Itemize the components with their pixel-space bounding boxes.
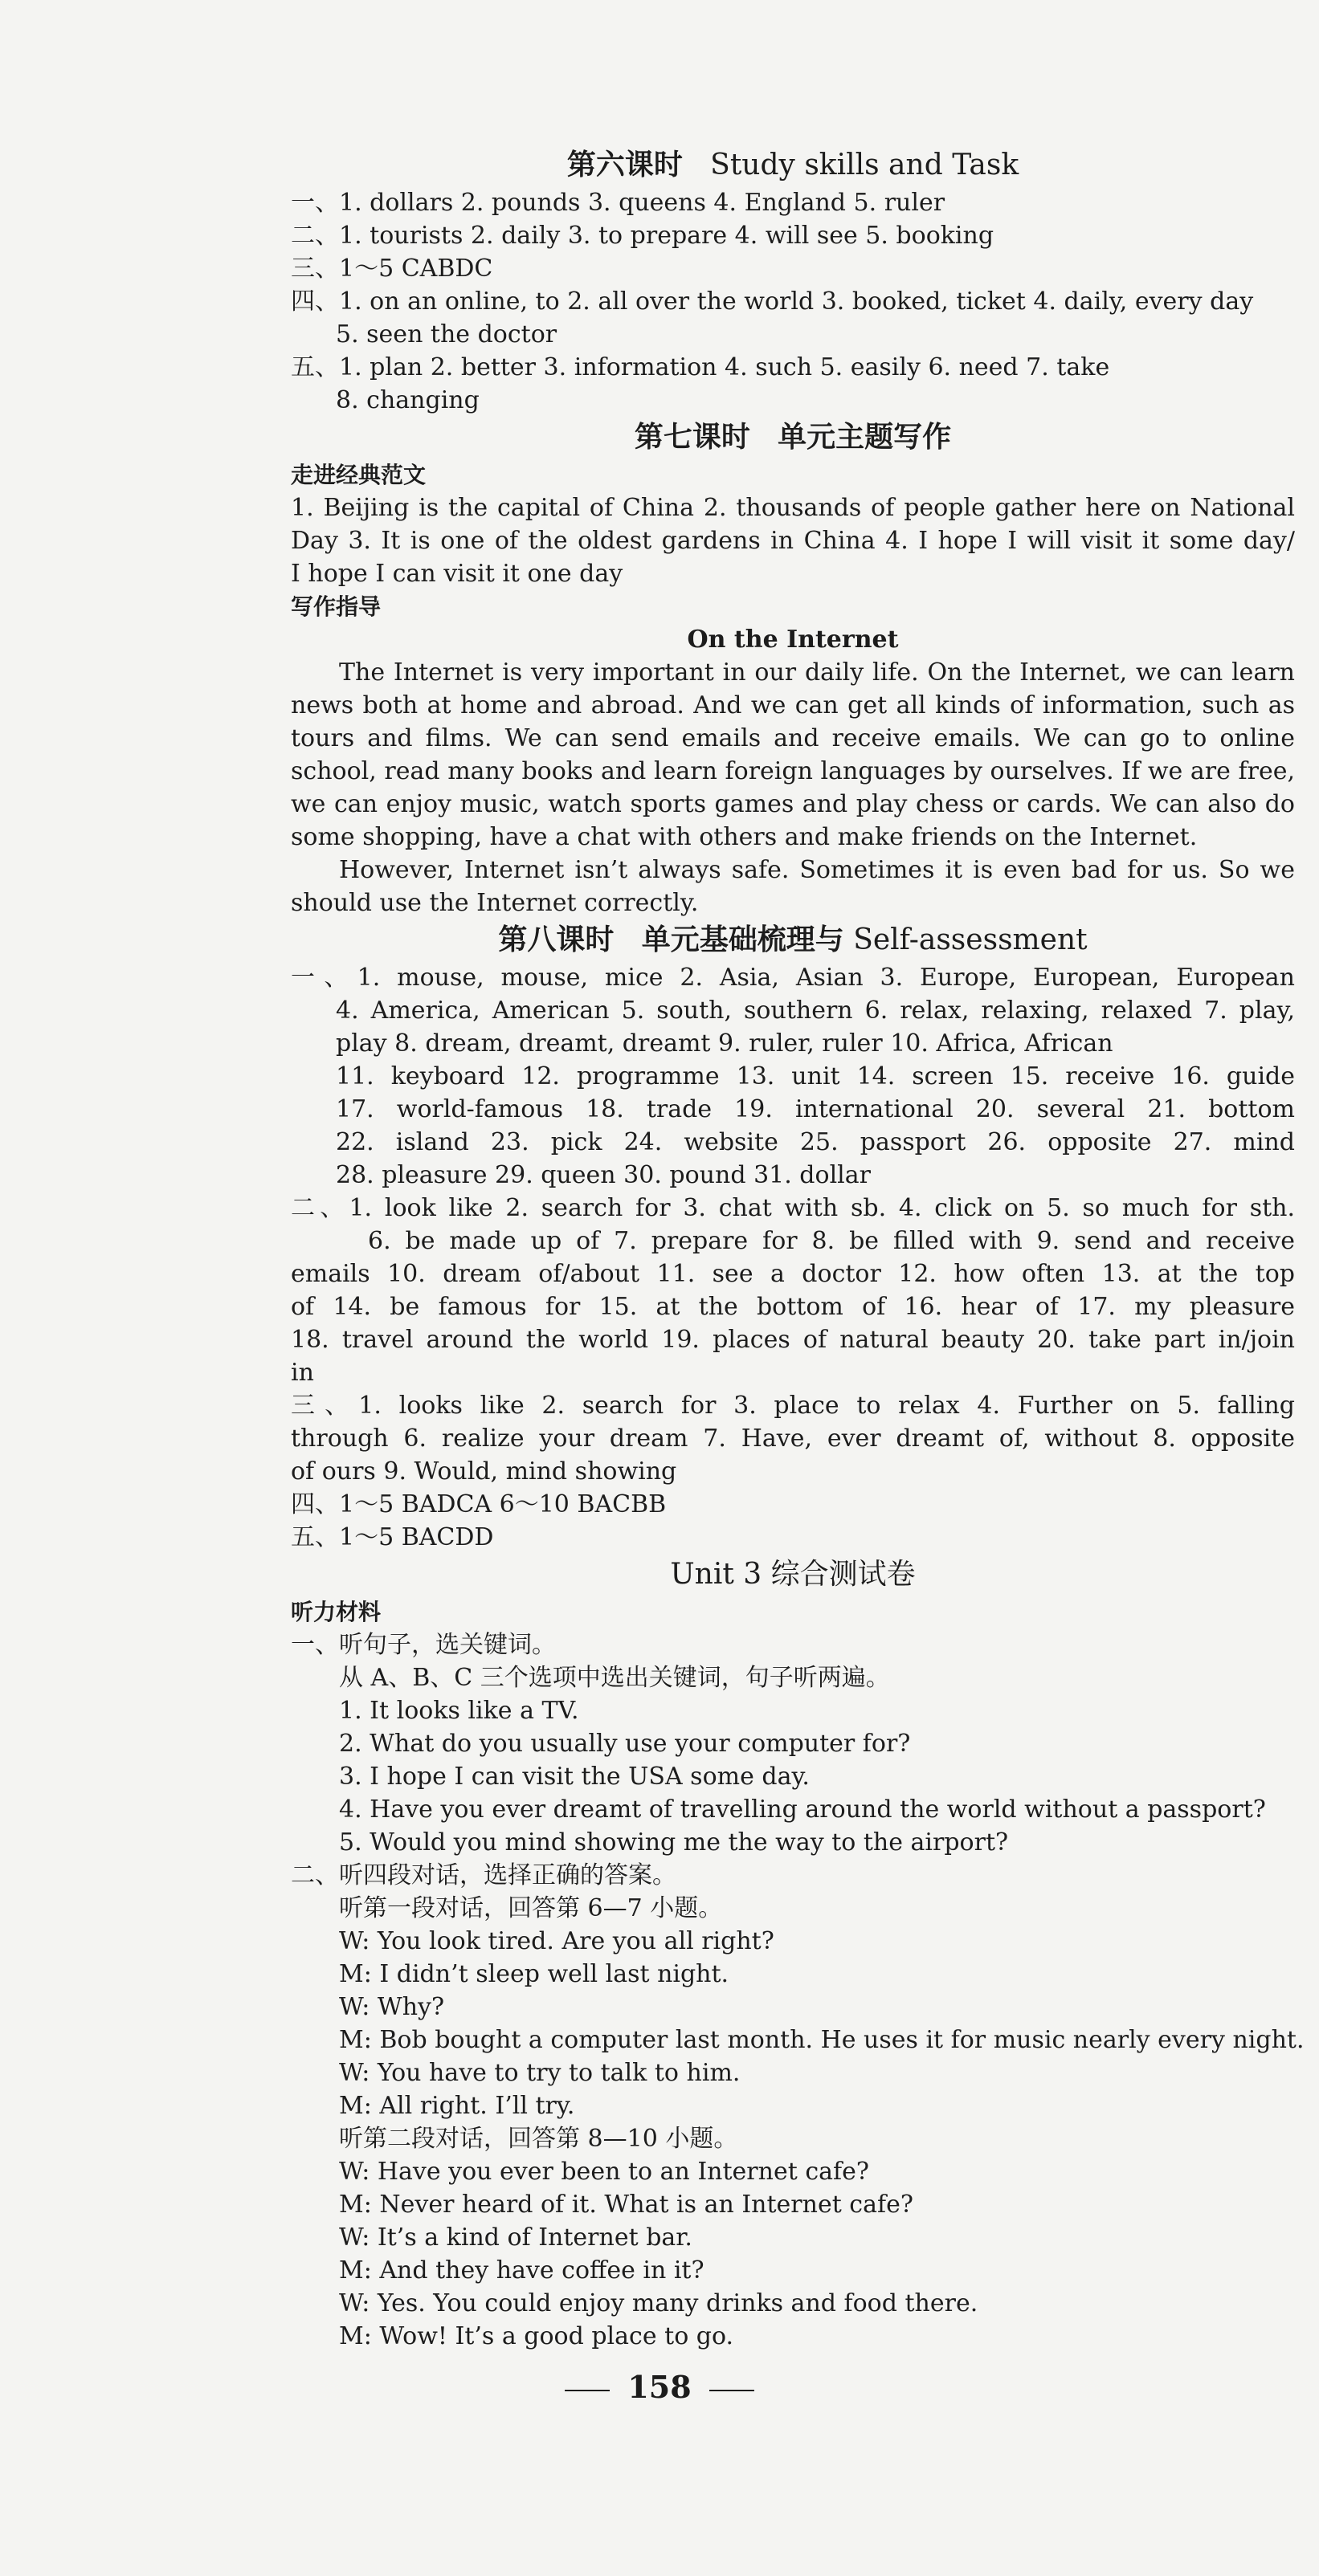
essay-line: should use the Internet correctly. [291,889,699,917]
lesson8-q1-line: 一、1. mouse, mouse, mice 2. Asia, Asian 3. Europe, European, European [291,964,1295,992]
sentence-item: 5. Would you mind showing me the way to the airport? [339,1828,1009,1857]
lesson6-q5-cont: 8. changing [336,386,480,414]
lesson8-q1-line: 22. island 23. pick 24. website 25. passport 26. opposite 27. mind [336,1128,1295,1156]
listening-label: 听力材料 [291,1599,382,1625]
page-number-dash-right [709,2390,754,2391]
sentence-item: 1. It looks like a TV. [339,1697,579,1725]
dialog-line: M: All right. I’ll try. [339,2092,575,2120]
dialog-line: M: Bob bought a computer last month. He uses it for music nearly every night. [339,2026,1305,2054]
dialog-line: M: Wow! It’s a good place to go. [339,2322,734,2350]
lesson6-heading: 第六课时 Study skills and Task [566,149,1019,181]
lesson8-heading: 第八课时 单元基础梳理与 Self-assessment [498,923,1088,956]
dialog-line: W: Have you ever been to an Internet cafe? [339,2158,869,2186]
lesson8-q3-line: through 6. realize your dream 7. Have, ever dreamt of, without 8. opposite [291,1425,1295,1453]
dialog2-title: 听第二段对话，回答第 8—10 小题。 [339,2125,738,2153]
lesson8-q1-line: 28. pleasure 29. queen 30. pound 31. dollar [336,1161,871,1189]
lesson6-q1: 一、1. dollars 2. pounds 3. queens 4. England 5. ruler [291,189,945,217]
dialog-line: M: And they have coffee in it? [339,2256,704,2285]
unit3-heading: Unit 3 综合测试卷 [670,1558,916,1591]
essay-title: On the Internet [687,626,899,654]
essay-line: news both at home and abroad. And we can get all kinds of information, such as [291,691,1295,719]
essay-line: some shopping, have a chat with others and make friends on the Internet. [291,823,1198,851]
classic-line: I hope I can visit it one day [291,560,623,588]
lesson8-q1-line: 11. keyboard 12. programme 13. unit 14. screen 15. receive 16. guide [336,1062,1295,1090]
dialog-line: W: You have to try to talk to him. [339,2059,741,2087]
lesson8-q3-line: of ours 9. Would, mind showing [291,1457,677,1486]
writing-guide-label: 写作指导 [291,593,382,620]
lesson8-q2-line: 二、1. look like 2. search for 3. chat with sb. 4. click on 5. so much for sth. [291,1194,1295,1222]
dialog-line: W: It’s a kind of Internet bar. [339,2223,692,2252]
dialog-line: M: I didn’t sleep well last night. [339,1960,729,1988]
classic-line: 1. Beijing is the capital of China 2. thousands of people gather here on National [291,494,1295,522]
lesson8-q2-line: in [291,1359,314,1387]
dialog-line: W: Yes. You could enjoy many drinks and food there. [339,2289,978,2317]
lesson7-heading: 第七课时 单元主题写作 [634,421,952,454]
sentence-item: 2. What do you usually use your computer for? [339,1730,911,1758]
part2-title: 二、听四段对话，选择正确的答案。 [291,1861,676,1889]
page-number-dash-left [565,2390,610,2391]
answer-content [291,145,1305,2353]
lesson8-q2-line: 6. be made up of 7. prepare for 8. be filled with 9. send and receive [368,1227,1295,1255]
lesson6-q3: 三、1～5 CABDC [291,255,493,283]
dialog1-title: 听第一段对话，回答第 6—7 小题。 [339,1894,723,1922]
lesson6-q4: 四、1. on an online, to 2. all over the world 3. booked, ticket 4. daily, every day [291,287,1254,316]
lesson8-q3-line: 三、1. looks like 2. search for 3. place to relax 4. Further on 5. falling [291,1392,1295,1420]
essay-line: However, Internet isn’t always safe. Sometimes it is even bad for us. So we [339,856,1295,884]
lesson8-q2-line: 18. travel around the world 19. places of natural beauty 20. take part in/join [291,1326,1295,1354]
sentence-item: 3. I hope I can visit the USA some day. [339,1763,810,1791]
part1-instruction: 从 A、B、C 三个选项中选出关键词，句子听两遍。 [339,1664,890,1692]
lesson6-q4-cont: 5. seen the doctor [336,320,557,348]
classic-essay-label: 走进经典范文 [291,462,427,488]
dialog-line: W: Why? [339,1993,445,2021]
essay-line: we can enjoy music, watch sports games and play chess or cards. We can also do [291,790,1295,818]
page-number: 158 [0,2369,1319,2405]
essay-line: The Internet is very important in our daily life. On the Internet, we can learn [339,658,1295,687]
lesson6-q2: 二、1. tourists 2. daily 3. to prepare 4. will see 5. booking [291,222,994,250]
lesson8-q1-line: play 8. dream, dreamt, dreamt 9. ruler, ruler 10. Africa, African [336,1029,1113,1058]
dialog-line: M: Never heard of it. What is an Internet cafe? [339,2191,913,2219]
lesson8-q4: 四、1～5 BADCA 6～10 BACBB [291,1490,667,1518]
lesson8-q1-line: 17. world-famous 18. trade 19. international 20. several 21. bottom [336,1095,1295,1123]
dialog-line: W: You look tired. Are you all right? [339,1927,774,1955]
sentence-item: 4. Have you ever dreamt of travelling around the world without a passport? [339,1795,1266,1824]
part1-title: 一、听句子，选关键词。 [291,1631,556,1659]
lesson8-q1-line: 4. America, American 5. south, southern 6. relax, relaxing, relaxed 7. play, [336,997,1295,1025]
lesson8-q2-line: of 14. be famous for 15. at the bottom of 16. hear of 17. my pleasure [291,1293,1295,1321]
lesson6-q5: 五、1. plan 2. better 3. information 4. such 5. easily 6. need 7. take [291,353,1110,381]
lesson8-q2-line: emails 10. dream of/about 11. see a doctor 12. how often 13. at the top [291,1260,1295,1288]
classic-line: Day 3. It is one of the oldest gardens in China 4. I hope I will visit it some day/ [291,527,1295,555]
essay-line: school, read many books and learn foreign languages by ourselves. If we are free, [291,757,1295,785]
essay-line: tours and films. We can send emails and receive emails. We can go to online [291,724,1295,752]
lesson8-q5: 五、1～5 BACDD [291,1523,494,1551]
